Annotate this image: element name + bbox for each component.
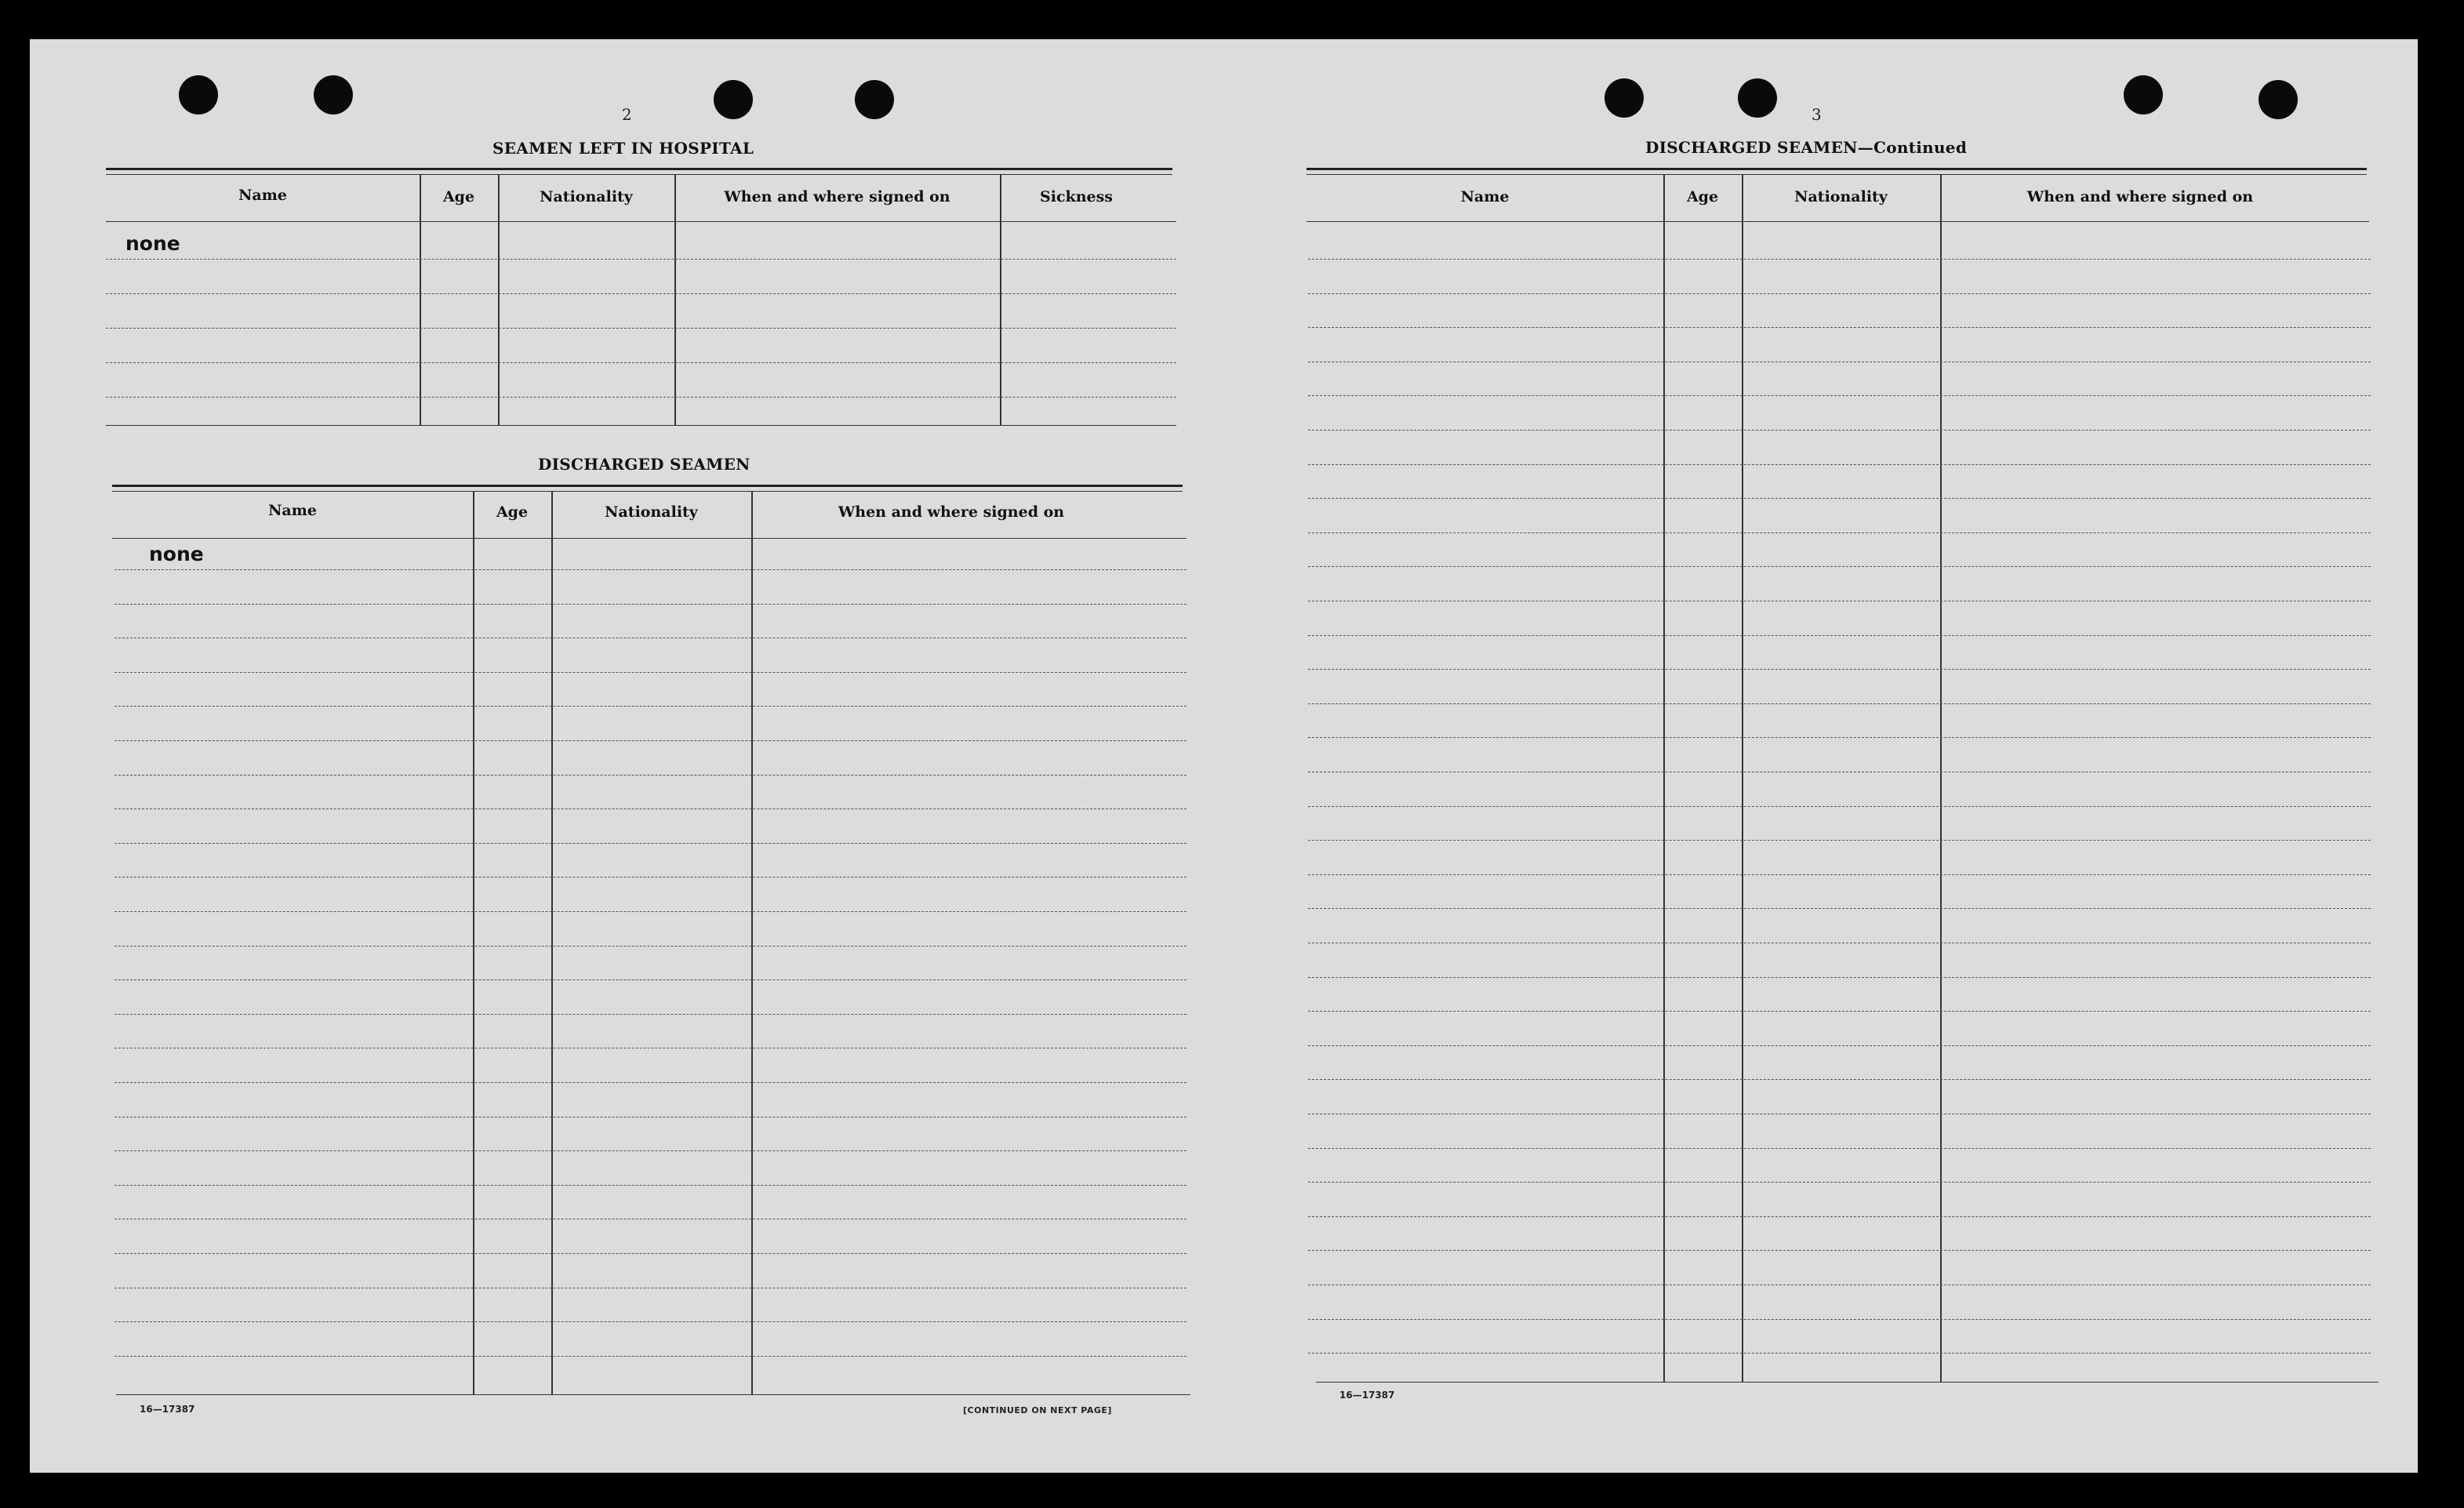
punch-hole [714,80,753,119]
table-row-line [1308,1216,2371,1217]
column-divider [674,174,676,425]
table-row-line [1308,737,2371,738]
punch-hole [1605,78,1644,118]
section-rule [1307,174,2367,175]
table-row-line [1308,532,2371,533]
hospital-entry: none [125,232,180,255]
table-row-line [1308,395,2371,396]
col-sickness: Sickness [1040,188,1113,205]
table-row-line [106,259,1176,260]
punch-hole [2259,80,2298,119]
table-row-line [114,1356,1187,1357]
column-divider [551,491,553,1394]
table-row-line [114,706,1187,707]
column-divider [1000,174,1001,425]
col-age: Age [442,188,475,205]
table-row-line [1308,908,2371,909]
table-row-line [1308,1250,2371,1251]
continued-note: [CONTINUED ON NEXT PAGE] [963,1405,1112,1415]
punch-hole [1738,78,1777,118]
hospital-section-title: SEAMEN LEFT IN HOSPITAL [492,139,754,158]
col-signed-on: When and where signed on [838,503,1065,521]
table-row-line [1308,1011,2371,1012]
section-rule [106,174,1172,175]
header-rule [112,538,1187,539]
punch-hole [314,75,353,114]
table-row-line [106,397,1176,398]
table-row-line [1308,806,2371,807]
table-row-line [1308,1182,2371,1183]
section-rule [1307,168,2367,170]
table-row-line [1308,703,2371,704]
punch-hole [2124,75,2163,114]
table-row-line [114,1253,1187,1254]
table-row-line [114,843,1187,844]
col-nationality: Nationality [540,188,633,205]
col-nationality: Nationality [1794,188,1888,205]
table-row-line [114,946,1187,947]
column-divider [420,174,421,425]
table-row-line [1308,1045,2371,1046]
table-row-line [1308,566,2371,567]
table-row-line [1308,874,2371,875]
col-nationality: Nationality [605,503,698,521]
table-row-line [114,877,1187,878]
form-number: 16—17387 [140,1404,195,1415]
table-row-line [1308,293,2371,294]
table-row-line [1308,1079,2371,1080]
column-divider [1742,174,1743,1382]
table-row-line [1308,840,2371,841]
table-row-line [114,979,1187,980]
col-name: Name [238,187,287,204]
table-row-line [114,1185,1187,1186]
column-divider [473,491,474,1394]
header-rule [1307,221,2369,222]
punch-hole [179,75,218,114]
col-name: Name [268,502,317,519]
table-row-line [114,1014,1187,1015]
table-row-line [114,569,1187,570]
table-bottom-rule [1316,1382,2379,1383]
table-row-line [106,362,1176,363]
column-divider [1663,174,1665,1382]
table-row-line [1308,669,2371,670]
table-bottom-rule [106,425,1176,426]
discharged-section-title: DISCHARGED SEAMEN [538,455,750,474]
table-row-line [114,1082,1187,1083]
discharged-entry: none [149,543,204,565]
table-row-line [1308,327,2371,328]
page-number: 2 [622,105,632,124]
page-number: 3 [1812,105,1822,124]
table-row-line [114,740,1187,741]
table-row-line [106,328,1176,329]
table-row-line [106,293,1176,294]
punch-hole [855,80,894,119]
table-row-line [114,672,1187,673]
table-row-line [1308,1148,2371,1149]
table-row-line [114,911,1187,912]
section-rule [112,485,1183,487]
table-bottom-rule [116,1394,1190,1395]
discharged-continued-title: DISCHARGED SEAMEN—Continued [1645,138,1968,157]
table-row-line [1308,977,2371,978]
column-divider [1940,174,1942,1382]
table-row-line [114,604,1187,605]
col-age: Age [496,503,529,521]
column-divider [498,174,500,425]
table-row-line [1308,1353,2371,1354]
table-row-line [1308,1319,2371,1320]
table-row-line [1308,259,2371,260]
table-row-line [1308,498,2371,499]
manifest-sheet [30,39,2418,1473]
header-rule [106,221,1176,222]
col-age: Age [1686,188,1719,205]
section-rule [106,168,1172,170]
form-number: 16—17387 [1339,1390,1395,1401]
table-row-line [114,775,1187,776]
table-row-line [1308,430,2371,431]
section-rule [112,491,1183,492]
table-row-line [1308,635,2371,636]
col-signed-on: When and where signed on [724,188,950,205]
column-divider [751,491,753,1394]
col-name: Name [1460,188,1510,205]
col-signed-on: When and where signed on [2026,188,2254,205]
table-row-line [114,1321,1187,1322]
table-row-line [114,1150,1187,1151]
table-row-line [1308,464,2371,465]
